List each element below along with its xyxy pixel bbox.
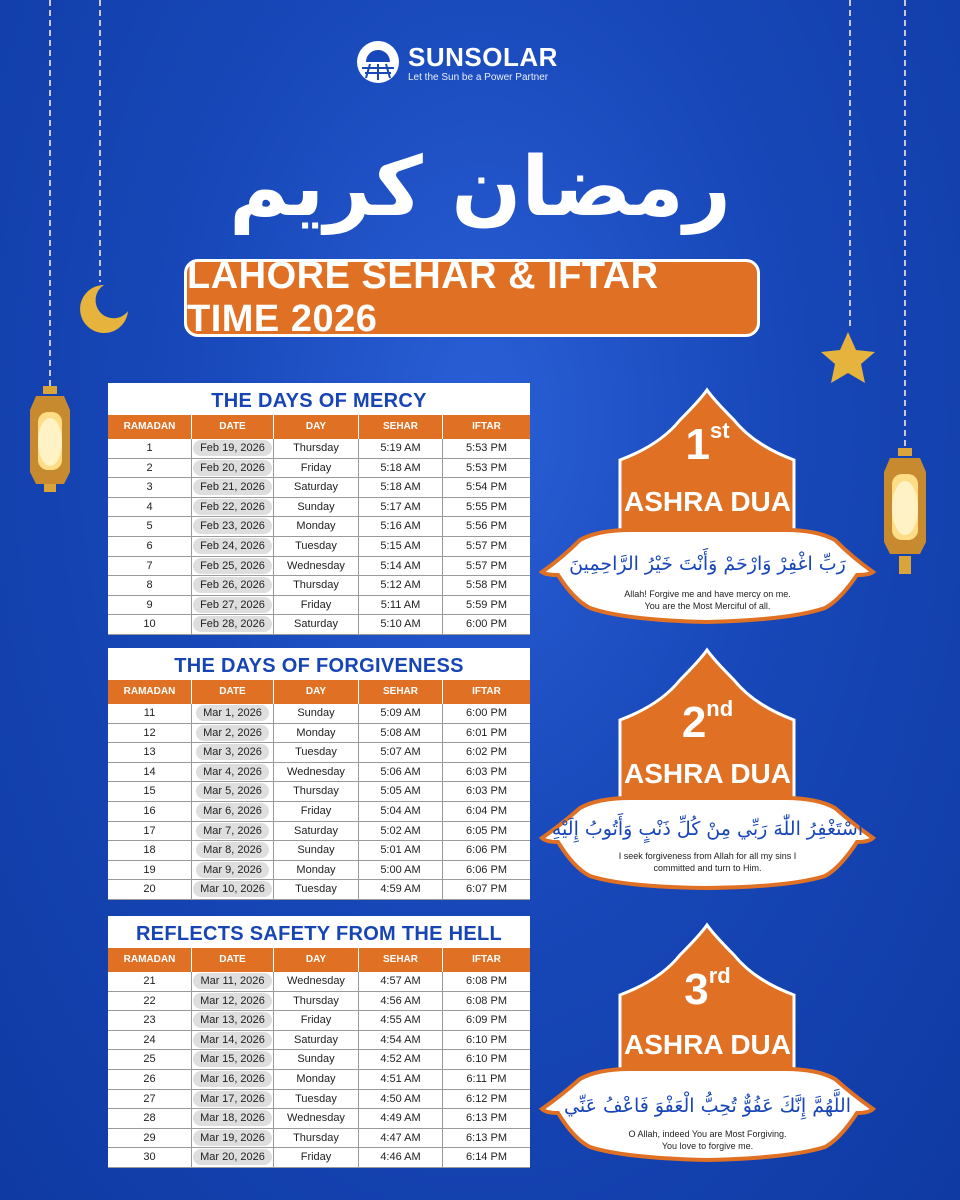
column-header-sehar-time: SEHAR xyxy=(359,415,443,439)
date-pill: Feb 28, 2026 xyxy=(193,616,272,632)
table-row xyxy=(108,596,530,616)
cell-date xyxy=(192,576,274,595)
column-header-sehar-time: SEHAR xyxy=(359,948,443,972)
lantern-left-icon xyxy=(30,386,70,492)
cell-date xyxy=(192,596,274,615)
column-header-ramadan-day: RAMADAN xyxy=(108,415,192,439)
table-row xyxy=(108,1050,530,1070)
table-title: THE DAYS OF FORGIVENESS xyxy=(174,655,464,677)
table-row xyxy=(108,880,530,900)
cell-ramadan-day: 30 xyxy=(108,1148,192,1167)
table-body xyxy=(108,704,530,900)
date-pill: Mar 19, 2026 xyxy=(193,1130,272,1146)
cell-ramadan-day: 29 xyxy=(108,1129,192,1148)
dua-translation: I seek forgiveness from Allah for all my sins I committed and turn to Him. xyxy=(618,851,797,873)
cell-iftar-time: 6:02 PM xyxy=(466,746,507,759)
ashra-label: ASHRA DUA xyxy=(624,486,791,517)
cell-weekday: Friday xyxy=(274,596,359,615)
title-banner xyxy=(184,255,760,340)
sun-logo-icon xyxy=(356,40,400,84)
cell-weekday: Sunday xyxy=(274,704,359,723)
cell-ramadan-day: 24 xyxy=(108,1031,192,1050)
cell-iftar-time: 6:13 PM xyxy=(466,1131,507,1144)
date-pill: Feb 27, 2026 xyxy=(193,597,272,613)
cell-date xyxy=(192,743,274,762)
table-row xyxy=(108,576,530,596)
cell-date xyxy=(192,704,274,723)
table-row xyxy=(108,1031,530,1051)
date-pill: Feb 24, 2026 xyxy=(193,538,272,554)
brand-name: SUNSOLAR xyxy=(408,42,558,72)
dua-card-3 xyxy=(540,925,875,1165)
cell-ramadan-day: 20 xyxy=(108,880,192,899)
cell-sehar-time: 4:46 AM xyxy=(359,1148,443,1167)
cell-sehar-time: 4:47 AM xyxy=(359,1129,443,1148)
cell-iftar-time: 5:57 PM xyxy=(466,539,507,552)
cell-sehar-time: 4:51 AM xyxy=(359,1070,443,1089)
cell-sehar-time: 4:50 AM xyxy=(359,1090,443,1109)
cell-iftar-time: 6:00 PM xyxy=(466,618,507,631)
cell-sehar-time: 4:52 AM xyxy=(359,1050,443,1069)
dua-translation: Allah! Forgive me and have mercy on me. You are the Most Merciful of all. xyxy=(624,589,791,611)
cell-sehar-time: 4:57 AM xyxy=(359,972,443,991)
cell-sehar-time: 5:06 AM xyxy=(359,763,443,782)
cell-sehar-time: 5:11 AM xyxy=(359,596,443,615)
table-row xyxy=(108,1070,530,1090)
cell-iftar-time: 6:01 PM xyxy=(466,726,507,739)
cell-ramadan-day: 17 xyxy=(108,822,192,841)
column-header-iftar-time: IFTAR xyxy=(472,421,501,432)
table-title: THE DAYS OF MERCY xyxy=(211,390,427,412)
table-row xyxy=(108,1148,530,1168)
cell-iftar-time: 6:03 PM xyxy=(466,765,507,778)
dua-arabic: اللَّهُمَّ إِنَّكَ عَفُوٌّ تُحِبُّ الْعَفْوَ فَاعْفُ عَنِّي xyxy=(564,1095,851,1117)
date-pill: Mar 14, 2026 xyxy=(193,1032,272,1048)
table-body xyxy=(108,439,530,635)
date-pill: Mar 2, 2026 xyxy=(196,725,269,741)
cell-iftar-time: 6:11 PM xyxy=(466,1072,507,1085)
cell-ramadan-day: 19 xyxy=(108,861,192,880)
table-row xyxy=(108,763,530,783)
date-pill: Mar 16, 2026 xyxy=(193,1071,272,1087)
table-row xyxy=(108,782,530,802)
date-pill: Mar 17, 2026 xyxy=(193,1091,272,1107)
cell-weekday: Wednesday xyxy=(274,972,359,991)
cell-ramadan-day: 22 xyxy=(108,992,192,1011)
date-pill: Feb 22, 2026 xyxy=(193,499,272,515)
cell-weekday: Monday xyxy=(274,724,359,743)
cell-iftar-time: 5:53 PM xyxy=(466,461,507,474)
column-header-date: DATE xyxy=(192,680,274,704)
cell-weekday: Saturday xyxy=(274,478,359,497)
table-row xyxy=(108,1109,530,1129)
date-pill: Mar 10, 2026 xyxy=(193,881,272,897)
table-row xyxy=(108,743,530,763)
cell-sehar-time: 4:59 AM xyxy=(359,880,443,899)
cell-weekday: Thursday xyxy=(274,576,359,595)
cell-iftar-time: 6:09 PM xyxy=(466,1014,507,1027)
cell-iftar-time: 6:06 PM xyxy=(466,863,507,876)
date-pill: Mar 3, 2026 xyxy=(196,744,269,760)
cell-ramadan-day: 26 xyxy=(108,1070,192,1089)
cell-ramadan-day: 2 xyxy=(108,459,192,478)
cell-weekday: Tuesday xyxy=(274,743,359,762)
date-pill: Mar 9, 2026 xyxy=(196,862,269,878)
table-title: REFLECTS SAFETY FROM THE HELL xyxy=(135,923,503,945)
cell-sehar-time: 5:10 AM xyxy=(359,615,443,634)
cell-ramadan-day: 10 xyxy=(108,615,192,634)
date-pill: Feb 21, 2026 xyxy=(193,479,272,495)
cell-date xyxy=(192,861,274,880)
cell-date xyxy=(192,802,274,821)
cell-ramadan-day: 21 xyxy=(108,972,192,991)
cell-weekday: Thursday xyxy=(274,782,359,801)
cell-weekday: Monday xyxy=(274,1070,359,1089)
cell-iftar-time: 6:03 PM xyxy=(466,785,507,798)
table-row xyxy=(108,537,530,557)
cell-iftar-time: 5:57 PM xyxy=(466,559,507,572)
table-header xyxy=(108,415,530,439)
cell-ramadan-day: 28 xyxy=(108,1109,192,1128)
cell-date xyxy=(192,478,274,497)
cell-ramadan-day: 23 xyxy=(108,1011,192,1030)
table-row xyxy=(108,459,530,479)
ashra-label: ASHRA DUA xyxy=(624,1029,791,1060)
cell-date xyxy=(192,557,274,576)
date-pill: Mar 4, 2026 xyxy=(196,764,269,780)
cell-iftar-time: 6:07 PM xyxy=(466,883,507,896)
date-pill: Feb 26, 2026 xyxy=(193,577,272,593)
cell-iftar-time: 5:58 PM xyxy=(466,579,507,592)
table-row xyxy=(108,478,530,498)
cell-sehar-time: 4:54 AM xyxy=(359,1031,443,1050)
cell-iftar-time: 5:54 PM xyxy=(466,481,507,494)
ordinal: 3rd xyxy=(684,963,731,1014)
cell-weekday: Saturday xyxy=(274,615,359,634)
cell-ramadan-day: 12 xyxy=(108,724,192,743)
cell-ramadan-day: 8 xyxy=(108,576,192,595)
date-pill: Mar 1, 2026 xyxy=(196,705,269,721)
table-row xyxy=(108,802,530,822)
cell-date xyxy=(192,1050,274,1069)
cell-iftar-time: 6:12 PM xyxy=(466,1092,507,1105)
cell-weekday: Tuesday xyxy=(274,1090,359,1109)
cell-sehar-time: 5:09 AM xyxy=(359,704,443,723)
cell-weekday: Wednesday xyxy=(274,557,359,576)
table-row xyxy=(108,841,530,861)
cell-sehar-time: 4:49 AM xyxy=(359,1109,443,1128)
cell-iftar-time: 6:08 PM xyxy=(466,975,507,987)
cell-ramadan-day: 3 xyxy=(108,478,192,497)
cell-weekday: Thursday xyxy=(274,439,359,458)
cell-iftar-time: 5:56 PM xyxy=(466,520,507,533)
table-header xyxy=(108,680,530,704)
cell-iftar-time: 6:10 PM xyxy=(466,1033,507,1046)
dua-arabic: رَبِّ اغْفِرْ وَارْحَمْ وَأَنْتَ خَيْرُ الرَّاحِمِينَ xyxy=(569,553,846,575)
cell-ramadan-day: 4 xyxy=(108,498,192,517)
cell-iftar-time: 5:55 PM xyxy=(466,500,507,513)
cell-weekday: Friday xyxy=(274,1011,359,1030)
cell-iftar-time: 6:05 PM xyxy=(466,824,507,837)
table-row xyxy=(108,724,530,744)
cell-sehar-time: 5:19 AM xyxy=(359,439,443,458)
cell-ramadan-day: 14 xyxy=(108,763,192,782)
cell-ramadan-day: 11 xyxy=(108,704,192,723)
cell-weekday: Saturday xyxy=(274,1031,359,1050)
column-header-date: DATE xyxy=(192,948,274,972)
cell-weekday: Wednesday xyxy=(274,763,359,782)
lantern-right-icon xyxy=(884,448,926,574)
date-pill: Mar 5, 2026 xyxy=(196,783,269,799)
cell-ramadan-day: 9 xyxy=(108,596,192,615)
date-pill: Mar 15, 2026 xyxy=(193,1051,272,1067)
cell-sehar-time: 5:00 AM xyxy=(359,861,443,880)
table-body xyxy=(108,972,530,1168)
table-row xyxy=(108,1129,530,1149)
date-pill: Feb 19, 2026 xyxy=(193,440,272,456)
cell-date xyxy=(192,1148,274,1167)
table-forgiveness xyxy=(108,648,530,900)
cell-sehar-time: 5:02 AM xyxy=(359,822,443,841)
cell-iftar-time: 6:08 PM xyxy=(466,994,507,1007)
cell-weekday: Tuesday xyxy=(274,880,359,899)
cell-weekday: Tuesday xyxy=(274,537,359,556)
cell-sehar-time: 5:16 AM xyxy=(359,517,443,536)
cell-date xyxy=(192,1011,274,1030)
cell-date xyxy=(192,763,274,782)
cell-ramadan-day: 6 xyxy=(108,537,192,556)
table-row xyxy=(108,1011,530,1031)
column-header-ramadan-day: RAMADAN xyxy=(108,680,192,704)
date-pill: Mar 8, 2026 xyxy=(196,842,269,858)
table-mercy xyxy=(108,383,530,635)
date-pill: Mar 20, 2026 xyxy=(193,1149,272,1165)
cell-ramadan-day: 13 xyxy=(108,743,192,762)
column-header-date: DATE xyxy=(192,415,274,439)
column-header-weekday: DAY xyxy=(274,415,359,439)
cell-date xyxy=(192,517,274,536)
ramadan-kareem-calligraphy xyxy=(229,120,731,240)
cell-weekday: Friday xyxy=(274,1148,359,1167)
cell-date xyxy=(192,972,274,991)
cell-sehar-time: 5:14 AM xyxy=(359,557,443,576)
table-row xyxy=(108,498,530,518)
cell-weekday: Sunday xyxy=(274,498,359,517)
cell-iftar-time: 5:59 PM xyxy=(466,598,507,611)
cell-weekday: Wednesday xyxy=(274,1109,359,1128)
cell-sehar-time: 5:17 AM xyxy=(359,498,443,517)
dua-card-2 xyxy=(540,650,875,890)
column-header-sehar-time: SEHAR xyxy=(359,680,443,704)
cell-iftar-time: 6:13 PM xyxy=(466,1112,507,1125)
ashra-label: ASHRA DUA xyxy=(624,758,791,789)
cell-sehar-time: 5:18 AM xyxy=(359,459,443,478)
table-row xyxy=(108,439,530,459)
cell-iftar-time: 6:14 PM xyxy=(466,1151,507,1164)
cell-weekday: Monday xyxy=(274,517,359,536)
cell-iftar-time: 5:53 PM xyxy=(466,442,507,454)
dua-arabic: أَسْتَغْفِرُ اللّٰهَ رَبِّي مِنْ كُلِّ ذَنْبٍ وَأَتُوبُ إِلَيْهِ xyxy=(551,818,864,840)
date-pill: Feb 25, 2026 xyxy=(193,558,272,574)
cell-date xyxy=(192,1070,274,1089)
cell-weekday: Thursday xyxy=(274,1129,359,1148)
table-row xyxy=(108,822,530,842)
cell-ramadan-day: 27 xyxy=(108,1090,192,1109)
cell-iftar-time: 6:04 PM xyxy=(466,804,507,817)
ordinal: 1st xyxy=(685,418,730,469)
table-safety xyxy=(108,916,530,1168)
cell-date xyxy=(192,615,274,634)
star-icon xyxy=(821,332,875,383)
cell-sehar-time: 4:55 AM xyxy=(359,1011,443,1030)
column-header-weekday: DAY xyxy=(274,948,359,972)
cell-date xyxy=(192,822,274,841)
calligraphy-text: رمضان كريم xyxy=(229,140,731,235)
cell-weekday: Friday xyxy=(274,802,359,821)
date-pill: Mar 13, 2026 xyxy=(193,1012,272,1028)
table-row xyxy=(108,972,530,992)
table-row xyxy=(108,615,530,635)
cell-weekday: Friday xyxy=(274,459,359,478)
cell-sehar-time: 4:56 AM xyxy=(359,992,443,1011)
cell-weekday: Monday xyxy=(274,861,359,880)
cell-date xyxy=(192,1109,274,1128)
cell-date xyxy=(192,724,274,743)
cell-date xyxy=(192,992,274,1011)
cell-sehar-time: 5:04 AM xyxy=(359,802,443,821)
date-pill: Feb 20, 2026 xyxy=(193,460,272,476)
cell-ramadan-day: 18 xyxy=(108,841,192,860)
date-pill: Mar 7, 2026 xyxy=(196,823,269,839)
cell-date xyxy=(192,1129,274,1148)
cell-date xyxy=(192,880,274,899)
table-row xyxy=(108,704,530,724)
cell-ramadan-day: 25 xyxy=(108,1050,192,1069)
cell-ramadan-day: 15 xyxy=(108,782,192,801)
cell-sehar-time: 5:15 AM xyxy=(359,537,443,556)
cell-date xyxy=(192,439,274,458)
cell-ramadan-day: 1 xyxy=(108,439,192,458)
date-pill: Mar 11, 2026 xyxy=(193,973,271,989)
cell-sehar-time: 5:01 AM xyxy=(359,841,443,860)
cell-weekday: Sunday xyxy=(274,1050,359,1069)
cell-date xyxy=(192,537,274,556)
cell-weekday: Thursday xyxy=(274,992,359,1011)
brand-tagline: Let the Sun be a Power Partner xyxy=(408,72,549,83)
cell-date xyxy=(192,1031,274,1050)
date-pill: Mar 6, 2026 xyxy=(196,803,269,819)
cell-weekday: Sunday xyxy=(274,841,359,860)
column-header-ramadan-day: RAMADAN xyxy=(108,948,192,972)
ordinal: 2nd xyxy=(681,696,734,747)
date-pill: Mar 12, 2026 xyxy=(193,993,272,1009)
table-header xyxy=(108,948,530,972)
cell-date xyxy=(192,498,274,517)
date-pill: Feb 23, 2026 xyxy=(193,518,272,534)
cell-iftar-time: 6:10 PM xyxy=(466,1053,507,1066)
cell-iftar-time: 6:06 PM xyxy=(466,844,507,857)
cell-sehar-time: 5:05 AM xyxy=(359,782,443,801)
cell-ramadan-day: 16 xyxy=(108,802,192,821)
date-pill: Mar 18, 2026 xyxy=(193,1110,272,1126)
cell-date xyxy=(192,782,274,801)
page-title: LAHORE SEHAR & IFTAR TIME 2026 xyxy=(187,255,659,340)
crescent-moon-icon xyxy=(80,285,128,333)
cell-date xyxy=(192,841,274,860)
cell-sehar-time: 5:08 AM xyxy=(359,724,443,743)
cell-sehar-time: 5:12 AM xyxy=(359,576,443,595)
table-row xyxy=(108,1090,530,1110)
column-header-weekday: DAY xyxy=(274,680,359,704)
table-row xyxy=(108,557,530,577)
cell-ramadan-day: 7 xyxy=(108,557,192,576)
brand-logo xyxy=(356,40,556,88)
cell-date xyxy=(192,1090,274,1109)
dua-translation: O Allah, indeed You are Most Forgiving. You love to forgive me. xyxy=(628,1129,787,1151)
cell-ramadan-day: 5 xyxy=(108,517,192,536)
table-row xyxy=(108,517,530,537)
dua-card-1 xyxy=(540,390,875,630)
column-header-iftar-time: IFTAR xyxy=(472,954,501,965)
cell-weekday: Saturday xyxy=(274,822,359,841)
cell-date xyxy=(192,459,274,478)
cell-iftar-time: 6:00 PM xyxy=(466,707,507,719)
column-header-iftar-time: IFTAR xyxy=(472,686,501,697)
cell-sehar-time: 5:18 AM xyxy=(359,478,443,497)
table-row xyxy=(108,992,530,1012)
table-row xyxy=(108,861,530,881)
cell-sehar-time: 5:07 AM xyxy=(359,743,443,762)
